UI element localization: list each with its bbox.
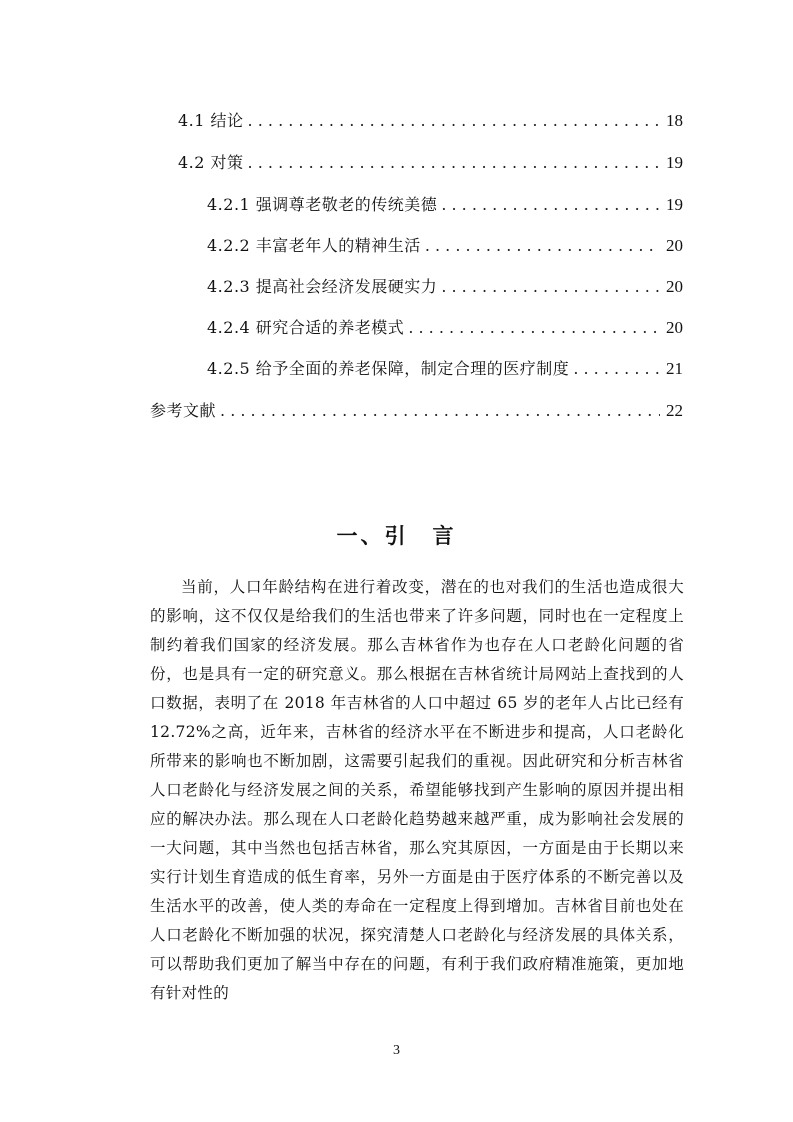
toc-entry-title: 4.2.2 丰富老年人的精神生活 <box>207 236 421 255</box>
toc-dot-leader <box>248 110 660 132</box>
toc-entry[interactable] <box>207 352 683 380</box>
toc-entry-page: 18 <box>666 111 683 130</box>
toc-entry[interactable] <box>207 311 683 339</box>
toc-entry[interactable] <box>207 229 683 257</box>
toc-entry-page: 20 <box>666 318 683 337</box>
toc-entry[interactable] <box>207 270 683 298</box>
toc-dot-leader <box>248 152 660 174</box>
section-heading: 一、引 言 <box>336 524 457 548</box>
toc-entry[interactable] <box>178 104 683 132</box>
toc-entry-page: 21 <box>666 359 683 378</box>
toc-entry[interactable] <box>207 188 683 216</box>
toc-entry-page: 20 <box>666 236 683 255</box>
toc-dot-leader <box>425 235 660 257</box>
toc-entry-title: 4.2 对策 <box>178 153 244 172</box>
toc-entry-page: 20 <box>666 277 683 296</box>
toc-entry[interactable] <box>178 146 683 174</box>
toc-dot-leader <box>441 194 660 216</box>
toc-entry-title: 4.1 结论 <box>178 111 244 130</box>
body-paragraph: 当前，人口年龄结构在进行着改变，潜在的也对我们的生活也造成很大的影响，这不仅仅是给我们的生活也带来了许多问题，同时也在一定程度上制约着我们国家的经济发展。那么吉林省作为也存在人口老龄化问题的省份，也是具有一定的研究意义。那么根据在吉林省统计局网站上查找到的人口数据，表明了在 2018 年吉林省的人口中超过 65 岁的老年人占比已经有 12.72%之高，近年来，吉林省的经济水平在不断进步和提高，人口老龄化所带来的影响也不断加剧，这需要引起我们的重视。因此研究和分析吉林省人口老龄化与经济发展之间的关系，希望能够找到产生影响的原因并提出相应的解决办法。那么现在人口老龄化趋势越来越严重，成为影响社会发展的一大问题，其中当然也包括吉林省，那么究其原因，一方面是由于长期以来实行计划生育造成的低生育率，另外一方面是由于医疗体系的不断完善以及生活水平的改善，使人类的寿命在一定程度上得到增加。吉林省目前也处在人口老龄化不断加强的状况，探究清楚人口老龄化与经济发展的具体关系，可以帮助我们更加了解当中存在的问题，有利于我们政府精准施策，更加地有针对性的 <box>150 578 684 1002</box>
toc-entry-page: 22 <box>666 401 683 420</box>
toc-entry[interactable] <box>150 394 683 422</box>
toc-entry-title: 4.2.1 强调尊老敬老的传统美德 <box>207 195 438 214</box>
toc-entry-title: 参考文献 <box>150 401 217 420</box>
toc-dot-leader <box>220 400 660 422</box>
toc-dot-leader <box>441 276 660 298</box>
toc-dot-leader <box>408 317 660 339</box>
toc-entry-title: 4.2.3 提高社会经济发展硬实力 <box>207 277 438 296</box>
toc-entry-page: 19 <box>666 153 683 172</box>
toc-entry-page: 19 <box>666 195 683 214</box>
page-number: 3 <box>393 1043 400 1058</box>
toc-entry-title: 4.2.4 研究合适的养老模式 <box>207 318 405 337</box>
toc-dot-leader <box>573 358 660 380</box>
toc-entry-title: 4.2.5 给予全面的养老保障，制定合理的医疗制度 <box>207 359 570 378</box>
